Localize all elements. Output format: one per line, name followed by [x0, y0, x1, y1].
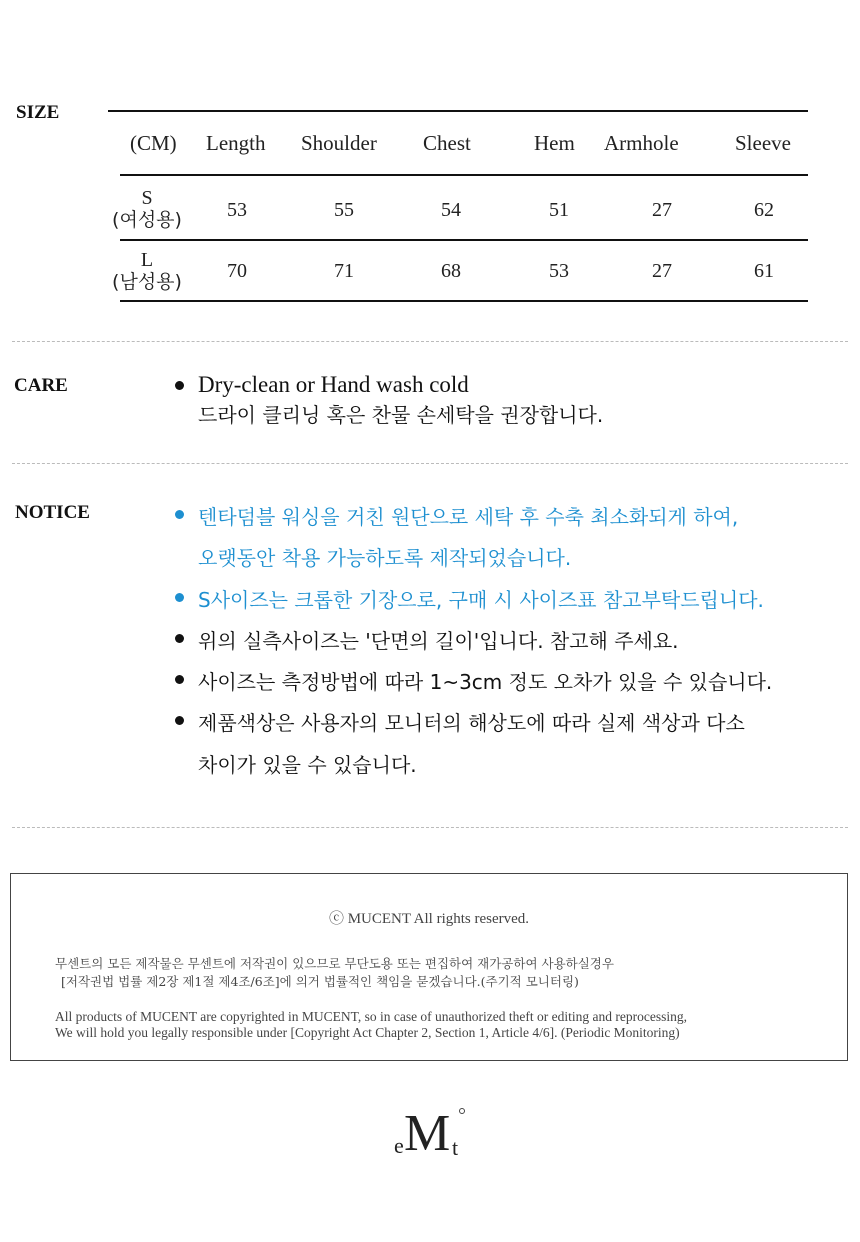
section-divider: [12, 827, 848, 828]
header-unit: (CM): [130, 131, 177, 155]
copyright-line: ⓒ MUCENT All rights reserved.: [328, 911, 530, 927]
size-section-title: SIZE: [16, 102, 60, 123]
table-cell: 27: [652, 199, 672, 221]
section-divider: [12, 463, 848, 464]
header-sleeve: Sleeve: [735, 131, 791, 155]
list-item: 제품색상은 사용자의 모니터의 해상도에 따라 실제 색상과 다소: [198, 711, 745, 735]
notice-section-title: NOTICE: [15, 502, 90, 523]
table-cell: 55: [334, 199, 354, 221]
copyright-en-line2: We will hold you legally responsible under [Copyright Act Chapter 2, Section 1, Article 4/6]. (Periodic Monitoring): [55, 1025, 680, 1040]
table-cell: 71: [334, 260, 354, 282]
table-cell: 54: [441, 199, 461, 221]
table-cell: 53: [549, 260, 569, 282]
copyright-notice-box: [10, 873, 848, 1061]
copyright-ko-line2: [저작권법 법률 제2장 제1절 제4조/6조]에 의거 법률적인 책임을 묻겠습니다.(주기적 모니터링): [61, 974, 579, 989]
list-item-continuation: 차이가 있을 수 있습니다.: [198, 753, 417, 777]
size-table-top-rule: [108, 110, 808, 112]
list-item-continuation: 오랫동안 착용 가능하도록 제작되었습니다.: [198, 546, 572, 570]
size-gender-label: (여성용): [112, 209, 182, 231]
size-table-bottom-rule: [120, 300, 808, 302]
table-cell: 27: [652, 260, 672, 282]
care-section-title: CARE: [14, 375, 68, 396]
copyright-en-line1: All products of MUCENT are copyrighted in MUCENT, so in case of unauthorized theft or editing and reprocessing,: [55, 1009, 687, 1024]
care-instruction-en: Dry-clean or Hand wash cold: [198, 372, 469, 397]
table-row-label: [107, 249, 187, 293]
registered-mark-icon: [459, 1108, 465, 1114]
table-cell: 51: [549, 199, 569, 221]
list-item: 위의 실측사이즈는 '단면의 길이'입니다. 참고해 주세요.: [198, 629, 679, 653]
header-armhole: Armhole: [604, 131, 679, 155]
bullet-icon: [175, 593, 184, 602]
bullet-icon: [175, 634, 184, 643]
header-shoulder: Shoulder: [301, 131, 377, 155]
logo-letter: e: [394, 1133, 404, 1158]
brand-logo: [392, 1105, 472, 1168]
table-cell: 61: [754, 260, 774, 282]
logo-letter: M: [404, 1105, 451, 1162]
copyright-ko-line1: 무센트의 모든 제작물은 무센트에 저작권이 있으므로 무단도용 또는 편집하여 재가공하여 사용하실경우: [55, 956, 614, 971]
bullet-icon: [175, 675, 184, 684]
header-chest: Chest: [423, 131, 471, 155]
size-code: L: [140, 249, 154, 271]
size-code: S: [141, 187, 153, 209]
table-cell: 62: [754, 199, 774, 221]
size-table-header-rule: [120, 174, 808, 176]
header-length: Length: [206, 131, 266, 155]
bullet-icon: [175, 716, 184, 725]
table-cell: 53: [227, 199, 247, 221]
logo-letter: t: [452, 1135, 459, 1160]
list-item: S사이즈는 크롭한 기장으로, 구매 시 사이즈표 참고부탁드립니다.: [198, 588, 764, 612]
table-cell: 68: [441, 260, 461, 282]
table-cell: 70: [227, 260, 247, 282]
size-table-row-rule: [120, 239, 808, 241]
bullet-icon: [175, 381, 184, 390]
size-gender-label: (남성용): [112, 271, 182, 293]
list-item: 사이즈는 측정방법에 따라 1~3cm 정도 오차가 있을 수 있습니다.: [198, 670, 773, 694]
list-item: 텐타덤블 워싱을 거친 원단으로 세탁 후 수축 최소화되게 하여,: [198, 505, 739, 529]
section-divider: [12, 341, 848, 342]
care-instruction-ko: 드라이 클리닝 혹은 찬물 손세탁을 권장합니다.: [198, 403, 604, 427]
bullet-icon: [175, 510, 184, 519]
header-hem: Hem: [534, 131, 575, 155]
table-row-label: [107, 187, 187, 231]
